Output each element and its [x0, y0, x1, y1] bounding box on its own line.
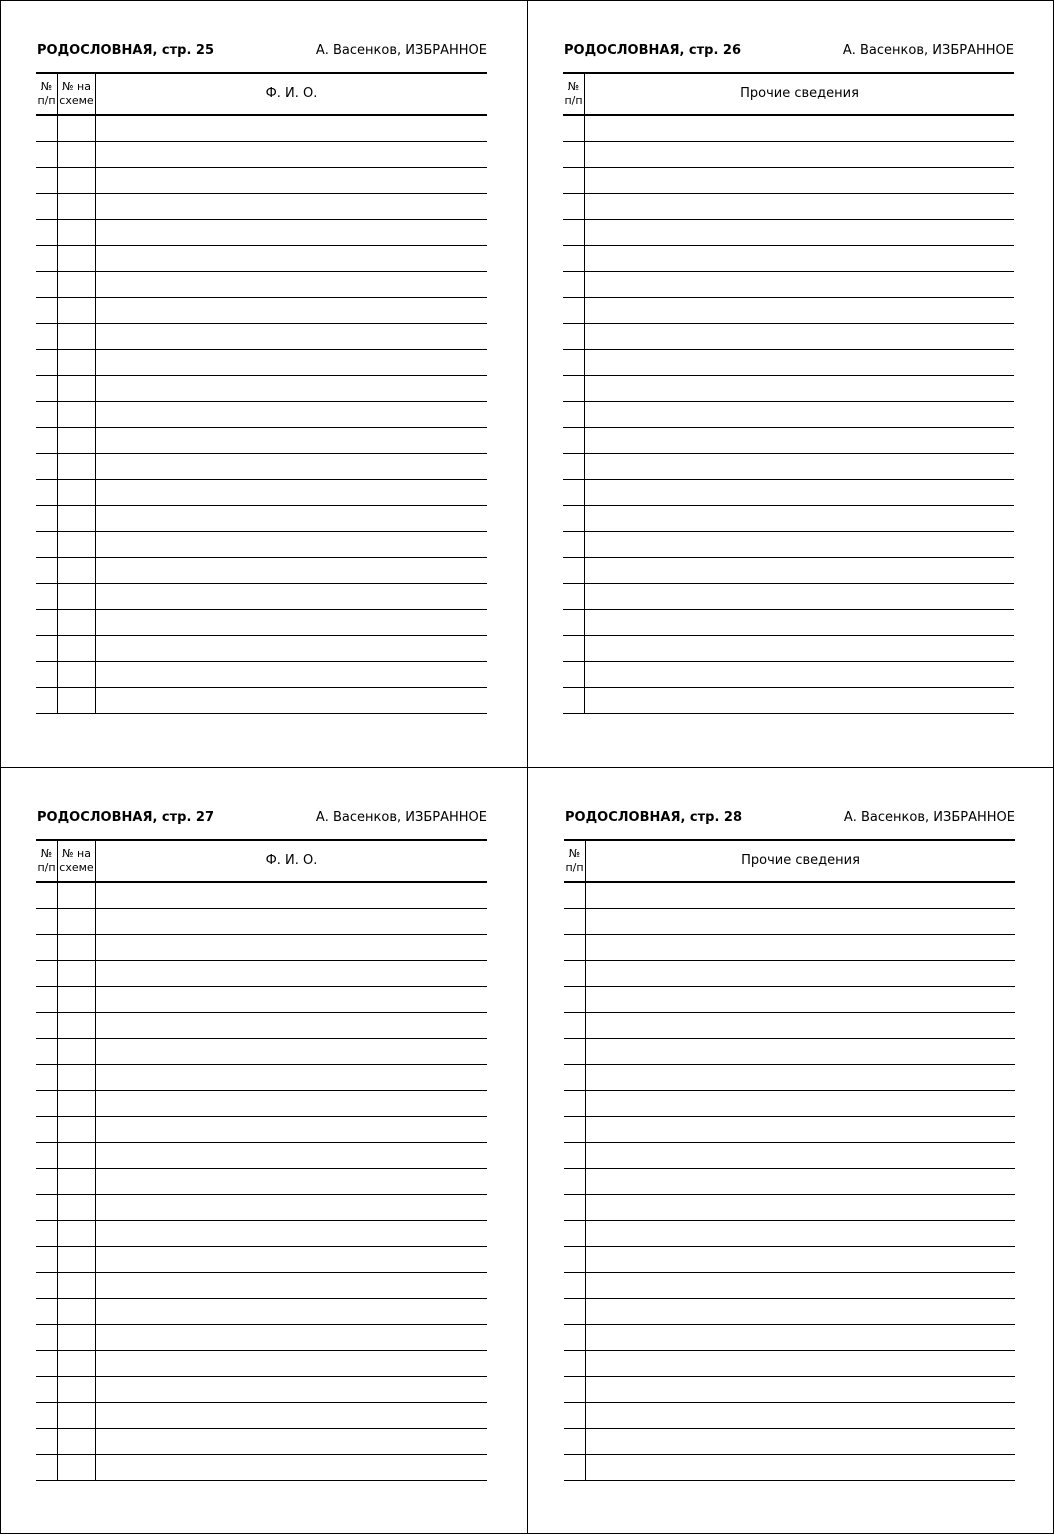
- column-divider: [95, 1039, 96, 1064]
- page-title: РОДОСЛОВНАЯ, стр. 27: [37, 810, 215, 825]
- table-row: [563, 350, 1014, 376]
- column-divider: [57, 1299, 58, 1324]
- column-divider: [584, 402, 585, 427]
- table-row: [564, 987, 1015, 1013]
- column-divider: [585, 841, 586, 881]
- column-divider: [585, 935, 586, 960]
- column-divider: [95, 506, 96, 531]
- column-divider: [585, 909, 586, 934]
- column-divider: [585, 1403, 586, 1428]
- page-header: [36, 41, 487, 60]
- column-divider: [584, 350, 585, 375]
- table-row: [564, 935, 1015, 961]
- column-divider: [95, 636, 96, 661]
- column-divider: [95, 688, 96, 713]
- column-divider: [95, 1351, 96, 1376]
- column-divider: [95, 1065, 96, 1090]
- column-divider: [585, 1143, 586, 1168]
- column-divider: [57, 1351, 58, 1376]
- table-row: [36, 636, 487, 662]
- page-26: [563, 41, 1014, 107]
- header-index: № п/п: [37, 847, 56, 874]
- table-row: [564, 1013, 1015, 1039]
- column-divider: [95, 1403, 96, 1428]
- column-divider: [95, 883, 96, 908]
- column-divider: [57, 220, 58, 245]
- table-row: [563, 454, 1014, 480]
- column-divider: [585, 1195, 586, 1220]
- table-row: [36, 1247, 487, 1273]
- table-body: [563, 116, 1014, 714]
- column-divider: [585, 987, 586, 1012]
- page-header: [564, 808, 1015, 827]
- column-divider: [95, 194, 96, 219]
- column-divider: [585, 1325, 586, 1350]
- table-row: [564, 1039, 1015, 1065]
- table-row: [564, 1065, 1015, 1091]
- page-title: РОДОСЛОВНАЯ, стр. 26: [564, 43, 742, 58]
- column-divider: [584, 376, 585, 401]
- column-divider: [57, 1065, 58, 1090]
- table-row: [36, 1169, 487, 1195]
- column-divider: [585, 1039, 586, 1064]
- table-row: [563, 142, 1014, 168]
- table-row: [36, 532, 487, 558]
- column-divider: [584, 662, 585, 687]
- column-divider: [57, 506, 58, 531]
- column-divider: [95, 324, 96, 349]
- column-divider: [57, 1325, 58, 1350]
- column-divider: [57, 1195, 58, 1220]
- table-row: [36, 272, 487, 298]
- column-divider: [95, 532, 96, 557]
- column-divider: [95, 1195, 96, 1220]
- column-divider: [57, 116, 58, 141]
- table-row: [36, 883, 487, 909]
- table-header-row: [563, 74, 1014, 116]
- header-index: № п/п: [37, 80, 56, 107]
- page-author: А. Васенков, ИЗБРАННОЕ: [842, 43, 1014, 58]
- table-row: [563, 610, 1014, 636]
- column-divider: [57, 480, 58, 505]
- table-row: [564, 1325, 1015, 1351]
- column-divider: [57, 1013, 58, 1038]
- table-row: [563, 298, 1014, 324]
- column-divider: [57, 662, 58, 687]
- table-row: [564, 1221, 1015, 1247]
- table-row: [564, 1091, 1015, 1117]
- column-divider: [57, 909, 58, 934]
- column-divider: [585, 1065, 586, 1090]
- column-divider: [57, 841, 58, 881]
- page-panel-26: [527, 0, 1054, 768]
- column-divider: [584, 688, 585, 713]
- column-divider: [57, 1169, 58, 1194]
- table-row: [563, 662, 1014, 688]
- table-row: [36, 558, 487, 584]
- table-row: [36, 1429, 487, 1455]
- column-divider: [57, 298, 58, 323]
- column-divider: [585, 1117, 586, 1142]
- table-row: [563, 376, 1014, 402]
- table-row: [563, 558, 1014, 584]
- header-index: № п/п: [564, 80, 583, 107]
- column-divider: [95, 1247, 96, 1272]
- column-divider: [95, 74, 96, 114]
- table-header-row: [36, 841, 487, 883]
- table-row: [36, 688, 487, 714]
- table-row: [564, 961, 1015, 987]
- column-divider: [95, 1221, 96, 1246]
- column-divider: [57, 1091, 58, 1116]
- table-row: [36, 142, 487, 168]
- table-row: [36, 194, 487, 220]
- page-title: РОДОСЛОВНАЯ, стр. 25: [37, 43, 215, 58]
- genealogy-table: [36, 839, 487, 1481]
- table-row: [36, 324, 487, 350]
- column-divider: [585, 1091, 586, 1116]
- table-row: [36, 1091, 487, 1117]
- column-divider: [57, 324, 58, 349]
- table-row: [564, 1273, 1015, 1299]
- column-divider: [95, 1429, 96, 1454]
- column-divider: [585, 1429, 586, 1454]
- table-row: [36, 610, 487, 636]
- column-divider: [95, 1117, 96, 1142]
- column-divider: [95, 298, 96, 323]
- column-divider: [57, 688, 58, 713]
- page-28: [564, 808, 1015, 874]
- column-divider: [57, 1273, 58, 1298]
- header-other-info: Прочие сведения: [741, 853, 860, 868]
- table-row: [36, 428, 487, 454]
- genealogy-table: [563, 72, 1014, 714]
- page-header: [563, 41, 1014, 60]
- column-divider: [585, 1377, 586, 1402]
- page-25: [36, 41, 487, 107]
- column-divider: [57, 246, 58, 271]
- column-divider: [584, 324, 585, 349]
- column-divider: [585, 1169, 586, 1194]
- column-divider: [95, 272, 96, 297]
- table-row: [563, 220, 1014, 246]
- column-divider: [585, 1455, 586, 1480]
- column-divider: [584, 584, 585, 609]
- column-divider: [57, 636, 58, 661]
- column-divider: [95, 909, 96, 934]
- column-divider: [57, 454, 58, 479]
- table-row: [36, 1143, 487, 1169]
- table-row: [36, 662, 487, 688]
- table-row: [563, 246, 1014, 272]
- column-divider: [57, 1221, 58, 1246]
- table-row: [36, 506, 487, 532]
- column-divider: [584, 298, 585, 323]
- table-row: [36, 935, 487, 961]
- header-index: № п/п: [565, 847, 584, 874]
- column-divider: [585, 883, 586, 908]
- table-header-row: [36, 74, 487, 116]
- table-row: [563, 506, 1014, 532]
- column-divider: [57, 428, 58, 453]
- header-full-name: Ф. И. О.: [265, 853, 318, 868]
- page-panel-27: [0, 767, 528, 1534]
- table-row: [36, 1455, 487, 1481]
- table-body: [564, 883, 1015, 1481]
- column-divider: [95, 376, 96, 401]
- column-divider: [57, 532, 58, 557]
- table-row: [36, 1273, 487, 1299]
- table-row: [36, 1325, 487, 1351]
- table-row: [563, 532, 1014, 558]
- column-divider: [95, 841, 96, 881]
- column-divider: [95, 402, 96, 427]
- column-divider: [95, 1325, 96, 1350]
- column-divider: [57, 168, 58, 193]
- genealogy-table: [564, 839, 1015, 1481]
- column-divider: [584, 220, 585, 245]
- table-row: [563, 168, 1014, 194]
- page-header: [36, 808, 487, 827]
- page-panel-28: [527, 767, 1054, 1534]
- table-row: [563, 324, 1014, 350]
- column-divider: [95, 558, 96, 583]
- column-divider: [57, 1247, 58, 1272]
- column-divider: [95, 1455, 96, 1480]
- column-divider: [95, 935, 96, 960]
- column-divider: [57, 402, 58, 427]
- table-row: [563, 194, 1014, 220]
- table-row: [36, 584, 487, 610]
- table-row: [563, 116, 1014, 142]
- column-divider: [585, 1221, 586, 1246]
- column-divider: [585, 1247, 586, 1272]
- table-row: [36, 909, 487, 935]
- page-27: [36, 808, 487, 874]
- page-author: А. Васенков, ИЗБРАННОЕ: [315, 43, 487, 58]
- column-divider: [95, 1169, 96, 1194]
- column-divider: [95, 116, 96, 141]
- table-row: [36, 1039, 487, 1065]
- table-row: [36, 1065, 487, 1091]
- column-divider: [584, 142, 585, 167]
- table-row: [563, 428, 1014, 454]
- column-divider: [57, 935, 58, 960]
- column-divider: [95, 1091, 96, 1116]
- column-divider: [57, 74, 58, 114]
- column-divider: [57, 272, 58, 297]
- table-row: [564, 1403, 1015, 1429]
- column-divider: [95, 246, 96, 271]
- table-row: [36, 220, 487, 246]
- column-divider: [57, 1039, 58, 1064]
- column-divider: [584, 506, 585, 531]
- table-row: [36, 480, 487, 506]
- header-scheme-number: № на схеме: [59, 847, 94, 874]
- table-row: [36, 1117, 487, 1143]
- column-divider: [57, 142, 58, 167]
- column-divider: [57, 194, 58, 219]
- column-divider: [57, 961, 58, 986]
- column-divider: [584, 454, 585, 479]
- column-divider: [584, 636, 585, 661]
- column-divider: [585, 1351, 586, 1376]
- column-divider: [95, 1143, 96, 1168]
- column-divider: [57, 1455, 58, 1480]
- table-row: [563, 272, 1014, 298]
- column-divider: [95, 961, 96, 986]
- table-row: [564, 1195, 1015, 1221]
- table-header-row: [564, 841, 1015, 883]
- table-row: [564, 1351, 1015, 1377]
- column-divider: [95, 428, 96, 453]
- table-row: [36, 116, 487, 142]
- header-full-name: Ф. И. О.: [265, 86, 318, 101]
- column-divider: [95, 610, 96, 635]
- column-divider: [95, 220, 96, 245]
- table-row: [564, 1299, 1015, 1325]
- column-divider: [584, 610, 585, 635]
- column-divider: [584, 246, 585, 271]
- table-row: [563, 584, 1014, 610]
- column-divider: [95, 480, 96, 505]
- column-divider: [585, 1273, 586, 1298]
- table-row: [563, 480, 1014, 506]
- column-divider: [584, 168, 585, 193]
- table-row: [564, 1247, 1015, 1273]
- table-row: [36, 454, 487, 480]
- column-divider: [57, 1429, 58, 1454]
- table-row: [36, 961, 487, 987]
- column-divider: [95, 142, 96, 167]
- table-row: [564, 1377, 1015, 1403]
- page-title: РОДОСЛОВНАЯ, стр. 28: [565, 810, 743, 825]
- table-body: [36, 883, 487, 1481]
- column-divider: [95, 1299, 96, 1324]
- table-row: [36, 298, 487, 324]
- column-divider: [584, 532, 585, 557]
- column-divider: [57, 883, 58, 908]
- column-divider: [95, 1377, 96, 1402]
- column-divider: [585, 1013, 586, 1038]
- genealogy-table: [36, 72, 487, 714]
- table-row: [36, 1195, 487, 1221]
- column-divider: [57, 558, 58, 583]
- table-row: [564, 883, 1015, 909]
- page-author: А. Васенков, ИЗБРАННОЕ: [315, 810, 487, 825]
- table-row: [564, 1117, 1015, 1143]
- table-row: [36, 987, 487, 1013]
- column-divider: [95, 1273, 96, 1298]
- column-divider: [584, 194, 585, 219]
- column-divider: [584, 272, 585, 297]
- column-divider: [584, 116, 585, 141]
- column-divider: [57, 1377, 58, 1402]
- table-row: [564, 1429, 1015, 1455]
- column-divider: [57, 584, 58, 609]
- column-divider: [584, 74, 585, 114]
- table-row: [36, 1351, 487, 1377]
- column-divider: [584, 428, 585, 453]
- table-row: [36, 350, 487, 376]
- column-divider: [95, 987, 96, 1012]
- table-row: [563, 688, 1014, 714]
- column-divider: [585, 1299, 586, 1324]
- column-divider: [95, 1013, 96, 1038]
- table-row: [564, 909, 1015, 935]
- column-divider: [57, 350, 58, 375]
- column-divider: [57, 987, 58, 1012]
- column-divider: [57, 376, 58, 401]
- table-row: [36, 1221, 487, 1247]
- column-divider: [95, 168, 96, 193]
- page-author: А. Васенков, ИЗБРАННОЕ: [843, 810, 1015, 825]
- column-divider: [584, 480, 585, 505]
- table-body: [36, 116, 487, 714]
- table-row: [563, 402, 1014, 428]
- table-row: [36, 1299, 487, 1325]
- table-row: [36, 168, 487, 194]
- table-row: [36, 376, 487, 402]
- column-divider: [57, 1117, 58, 1142]
- header-scheme-number: № на схеме: [59, 80, 94, 107]
- column-divider: [57, 1143, 58, 1168]
- column-divider: [95, 584, 96, 609]
- column-divider: [57, 610, 58, 635]
- column-divider: [585, 961, 586, 986]
- table-row: [36, 246, 487, 272]
- table-row: [563, 636, 1014, 662]
- table-row: [564, 1169, 1015, 1195]
- column-divider: [95, 662, 96, 687]
- table-row: [36, 1403, 487, 1429]
- page-panel-25: [0, 0, 528, 768]
- table-row: [564, 1455, 1015, 1481]
- header-other-info: Прочие сведения: [740, 86, 859, 101]
- column-divider: [57, 1403, 58, 1428]
- table-row: [36, 1377, 487, 1403]
- table-row: [36, 402, 487, 428]
- table-row: [564, 1143, 1015, 1169]
- column-divider: [95, 454, 96, 479]
- column-divider: [95, 350, 96, 375]
- table-row: [36, 1013, 487, 1039]
- column-divider: [584, 558, 585, 583]
